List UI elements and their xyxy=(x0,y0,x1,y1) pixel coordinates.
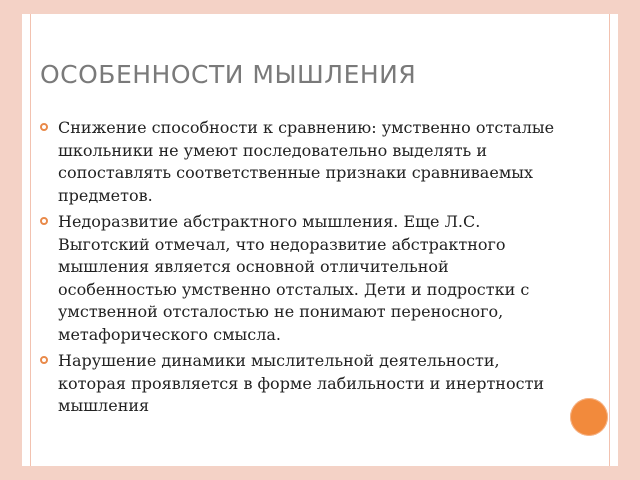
slide-inner-line-left xyxy=(30,14,31,466)
circle-bullet-icon xyxy=(40,356,48,364)
slide-title: ОСОБЕННОСТИ МЫШЛЕНИЯ xyxy=(40,60,417,89)
slide-border-left xyxy=(0,0,22,480)
bullet-text: Нарушение динамики мыслительной деятельности, которая проявляется в форме лабильности и инертности мышления xyxy=(58,351,545,415)
orange-circle-icon xyxy=(570,398,608,436)
slide-border-bottom xyxy=(0,466,640,480)
bullet-item xyxy=(40,211,560,346)
slide-inner-line-right xyxy=(609,14,610,466)
slide-border-top xyxy=(0,0,640,14)
bullet-text: Снижение способности к сравнению: умственно отсталые школьники не умеют последовательно выделять и сопоставлять соответственные признаки сравниваемых предметов. xyxy=(58,118,555,205)
bullet-text: Недоразвитие абстрактного мышления. Еще Л.С. Выготский отмечал, что недоразвитие абстрактного мышления является основной отличительной особенностью умственно отсталых. Дети и подростки с умственной отсталостью не понимают переносного, метафорического смысла. xyxy=(58,212,530,344)
bullet-item xyxy=(40,117,560,207)
bullet-item xyxy=(40,350,560,418)
circle-bullet-icon xyxy=(40,217,48,225)
bullet-list xyxy=(40,117,560,422)
circle-bullet-icon xyxy=(40,123,48,131)
slide-border-right xyxy=(618,0,640,480)
